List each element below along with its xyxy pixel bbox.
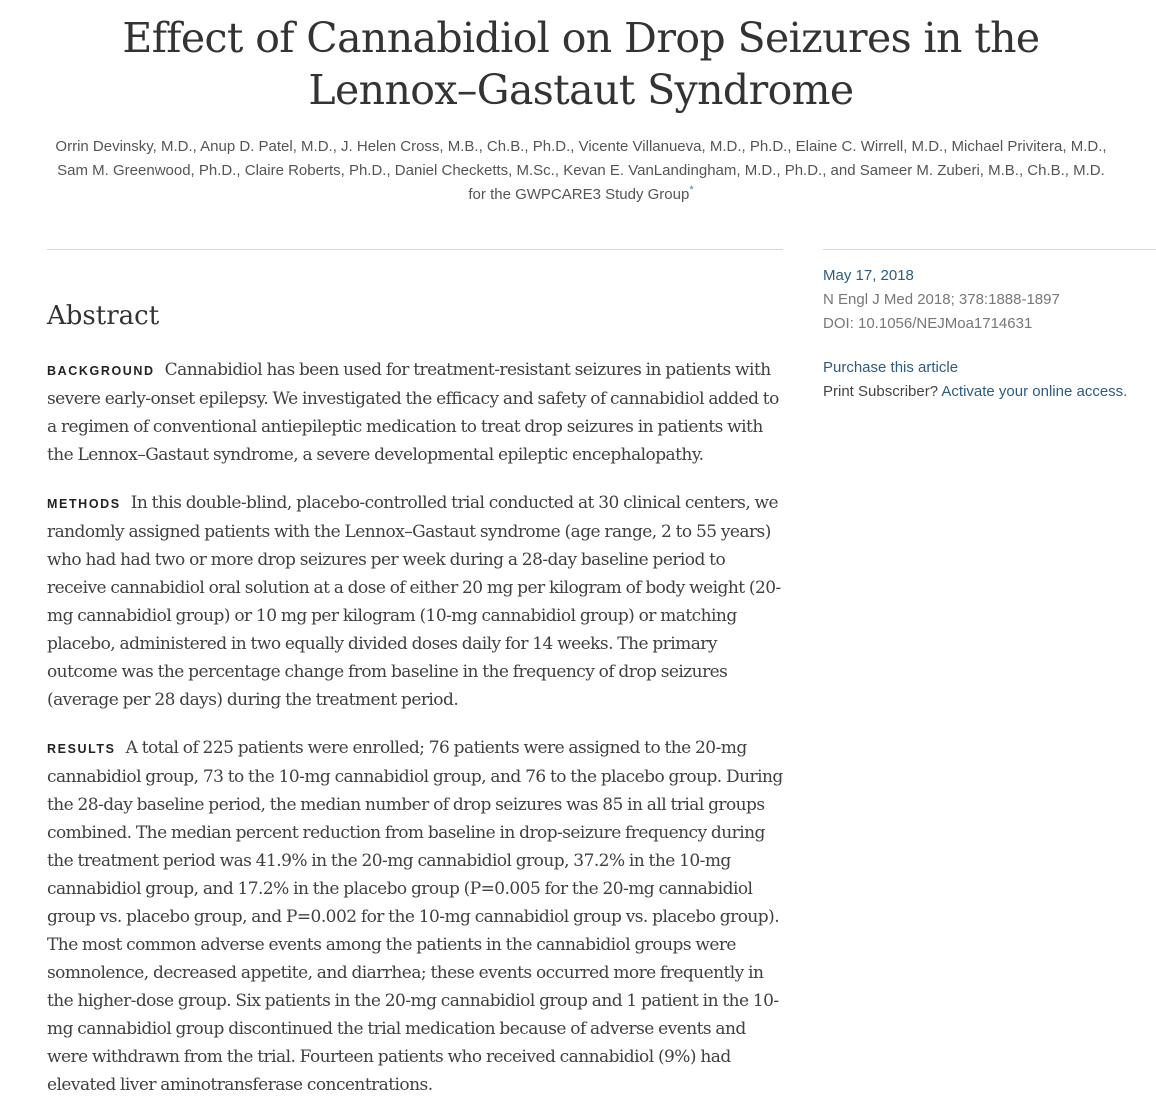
abstract-section: [47, 296, 783, 1119]
article-title: Effect of Cannabidiol on Drop Seizures in the Lennox–Gastaut Syndrome: [122, 14, 1040, 114]
purchase-article-link[interactable]: Purchase this article: [823, 359, 959, 376]
results-label: RESULTS: [47, 742, 116, 756]
journal-citation: N Engl J Med 2018; 378:1888-1897: [823, 291, 1060, 308]
abstract-background: [47, 356, 783, 469]
background-text: Cannabidiol has been used for treatment-resistant seizures in patients with severe early-onset epilepsy. We investigated the efficacy and safety of cannabidiol added to a regimen of conventional antiepileptic medication to treat drop seizures in patients with the Lennox–Gastaut syndrome, a severe developmental epileptic encephalopathy.: [47, 360, 779, 465]
sidebar-spacer: [823, 336, 1156, 356]
abstract-results: [47, 734, 783, 1099]
print-subscriber-label: Print Subscriber?: [823, 383, 939, 400]
author-names: Orrin Devinsky, M.D., Anup D. Patel, M.D., J. Helen Cross, M.B., Ch.B., Ph.D., Vicente Villanueva, M.D., Ph.D., Elaine C. Wirrell, M.D., Michael Privitera, M.D., Sam M. Greenwood, Ph.D., Claire Roberts, Ph.D., Daniel Checketts, M.Sc., Kevan E. VanLandingham, M.D., Ph.D., and Sameer M. Zuberi, M.B., Ch.B., M.D. for the GWPCARE3 Study Group: [55, 138, 1107, 203]
background-label: BACKGROUND: [47, 364, 155, 378]
author-list: [50, 135, 1112, 207]
print-subscriber-line: [823, 380, 1156, 404]
sidebar-divider: [823, 249, 1156, 250]
main-divider: [47, 249, 783, 250]
doi: DOI: 10.1056/NEJMoa1714631: [823, 315, 1033, 332]
author-footnote-link[interactable]: *: [689, 184, 694, 196]
abstract-methods: [47, 489, 783, 714]
methods-label: METHODS: [47, 497, 121, 511]
results-text: A total of 225 patients were enrolled; 76 patients were assigned to the 20-mg cannabidiol group, 73 to the 10-mg cannabidiol group, and 76 to the placebo group. During the 28-day baseline period, the median number of drop seizures was 85 in all trial groups combined. The median percent reduction from baseline in drop-seizure frequency during the treatment period was 41.9% in the 20-mg cannabidiol group, 37.2% in the 10-mg cannabidiol group, and 17.2% in the placebo group (P=0.005 for the 20-mg cannabidiol group vs. placebo group, and P=0.002 for the 10-mg cannabidiol group vs. placebo group). The most common adverse events among the patients in the cannabidiol groups were somnolence, decreased appetite, and diarrhea; these events occurred more frequently in the higher-dose group. Six patients in the 20-mg cannabidiol group and 1 patient in the 10-mg cannabidiol group discontinued the trial medication because of adverse events and were withdrawn from the trial. Fourteen patients who received cannabidiol (9%) had elevated liver aminotransferase concentrations.: [47, 738, 783, 1095]
abstract-heading: Abstract: [47, 301, 160, 331]
publication-date: May 17, 2018: [823, 267, 914, 284]
methods-text: In this double-blind, placebo-controlled trial conducted at 30 clinical centers, we randomly assigned patients with the Lennox–Gastaut syndrome (age range, 2 to 55 years) who had had two or more drop seizures per week during a 28-day baseline period to receive cannabidiol oral solution at a dose of either 20 mg per kilogram of body weight (20-mg cannabidiol group) or 10 mg per kilogram (10-mg cannabidiol group) or matching placebo, administered in two equally divided doses daily for 14 weeks. The primary outcome was the percentage change from baseline in the frequency of drop seizures (average per 28 days) during the treatment period.: [47, 493, 781, 710]
activate-access-link[interactable]: Activate your online access.: [941, 383, 1128, 400]
article-info-sidebar: [823, 264, 1156, 404]
